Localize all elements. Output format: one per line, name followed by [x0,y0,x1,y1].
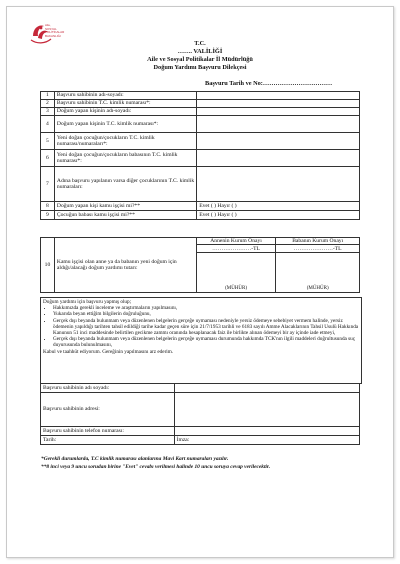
row-answer-field[interactable] [197,108,360,116]
yes-no-choice[interactable]: Evet ( ) Hayır ( ) [197,211,360,220]
applicant-address-field[interactable] [174,393,359,427]
table-row: 2 Başvuru sahibinin T.C. kimlik numarası*: [41,100,360,108]
row-answer-field[interactable] [197,92,360,100]
application-date-field[interactable]: Başvuru Tarih ve No:…………………………… [205,80,333,87]
declaration-list [43,305,359,348]
yes-no-choice[interactable]: Evet ( ) Hayır ( ) [197,202,360,211]
footnote-2: **8 inci veya 9 uncu sorudan birine "Evet" cevabı verilmesi halinde 10 uncu soruya cevap verilecektir. [41,464,271,470]
row-answer-field[interactable] [197,100,360,108]
row-label: Doğum yapan kişinin adı-soyadı: [54,108,196,116]
signature-field[interactable]: İmza: [174,436,359,445]
row-answer-field[interactable] [197,133,360,150]
applicant-name-field[interactable] [174,384,359,393]
signature-table [40,383,360,445]
row-label: Yeni doğan çocuğun/çocukların babasının T.C. kimlik numarası*: [54,150,196,167]
table-row: 4 Doğum yapan kişinin T.C. kimlik numarası*: [41,116,360,133]
table-row: 7 Adına başvuru yapılanın varsa diğer çocuklarının T.C. kimlik numaraları: [41,167,360,202]
row-label: Adına başvuru yapılanın varsa diğer çocuklarının T.C. kimlik numaraları: [54,167,196,202]
list-item: • Yukarıda beyan ettiğim bilgilerin doğruluğunu, [53,311,359,317]
applicant-phone-label: Başvuru sahibinin telefon numarası: [41,427,175,436]
declaration-box [40,297,362,384]
declaration-intro: Doğum yardımı için başvuru yapmış olup; [43,299,132,305]
row-answer-field[interactable] [197,167,360,202]
row-label: Yeni doğan çocuğun/çocukların T.C. kimlik numarası/numaraları*: [54,133,196,150]
row-answer-field[interactable] [197,150,360,167]
table-row: 3 Doğum yapan kişinin adı-soyadı: [41,108,360,116]
mother-seal: (MÜHÜR) [196,253,276,293]
declaration-outro: Kabul ve taahhüt ediyorum. Gereğinin yapılmasını arz ederim. [43,348,174,355]
header-governorship: ……. VALİLİĞİ [177,48,223,55]
row-number: 10 [41,238,55,293]
mother-approval-header: Annenin Kurum Onayı [196,238,276,245]
form-page [6,6,394,558]
row-label: Kamu işçisi olan anne ya da babanın yeni doğum için aldığı/alacağı doğum yardımı tutarı: [54,238,196,293]
table-row: 8 Doğum yapan kişi kamu işçisi mi?** Evet ( ) Hayır ( ) [41,202,360,211]
footnote-1: *Gerekli durumlarda, T.C kimlik numarası alanlarına Mavi Kart numaraları yazılır. [41,456,229,462]
row-label: Çocuğun babası kamu işçisi mi?** [54,211,196,220]
father-seal: (MÜHÜR) [276,253,360,293]
father-approval-header: Babanın Kurum Onayı [276,238,360,245]
list-item: • Gerçek dışı beyanda bulunmam veya düzenlenen belgelerin gerçeğe uymaması nedeniyle yersiz ödemeye sebebiyet vermem halinde, yersiz ödemenin yapıldığı tarihten tahsil edildiği tarihe kadar geçen süre için 21/7/1953 tarihli ve 6183 sayılı Amme Alacaklarının Tahsil Usulü Hakkında Kanunun 51 inci maddesinde belirtilen gecikme zammı oranında hesaplanacak faiz ile birlikte alınan ödemeyi bir ay içinde iade etmeyi, [53,318,359,337]
father-amount-field[interactable]: …………………-TL [276,245,360,253]
applicant-phone-field[interactable] [174,427,359,436]
row10-table [40,237,360,293]
logo-text: Aile, SOSYAL POLİTİKALAR BAKANLIĞI [45,23,65,38]
table-row: 5 Yeni doğan çocuğun/çocukların T.C. kimlik numarası/numaraları*: [41,133,360,150]
row-label: Başvuru sahibinin T.C. kimlik numarası*: [54,100,196,108]
table-row: 1 Başvuru sahibinin adı-soyadı: [41,92,360,100]
applicant-name-label: Başvuru sahibinin adı soyadı: [41,384,175,393]
table-row: 6 Yeni doğan çocuğun/çocukların babasının T.C. kimlik numarası*: [41,150,360,167]
date-field[interactable]: Tarih: [41,436,175,445]
header-directorate: Aile ve Sosyal Politikalar İl Müdürlüğü [147,56,253,63]
application-table [40,91,360,220]
form-title: Doğum Yardımı Başvuru Dilekçesi [153,64,247,71]
row-label: Doğum yapan kişi kamu işçisi mi?** [54,202,196,211]
list-item: • Hakkımızda gerekli inceleme ve araştırmaların yapılmasını, [53,305,359,311]
table-row: 9 Çocuğun babası kamu işçisi mi?** Evet ( ) Hayır ( ) [41,211,360,220]
applicant-address-label: Başvuru sahibinin adresi: [41,393,175,427]
header-country: T.C. [194,40,206,47]
row-answer-field[interactable] [197,116,360,133]
row-label: Doğum yapan kişinin T.C. kimlik numarası*: [54,116,196,133]
list-item: • Gerçek dışı beyanda bulunmam veya düzenlenen belgelerin gerçeğe uymaması durumunda hakkımda TCK'nın ilgili maddeleri doğrultusunda suç duyurusunda bulunulmasını, [53,336,359,348]
row-label: Başvuru sahibinin adı-soyadı: [54,92,196,100]
mother-amount-field[interactable]: …………………-TL [196,245,276,253]
